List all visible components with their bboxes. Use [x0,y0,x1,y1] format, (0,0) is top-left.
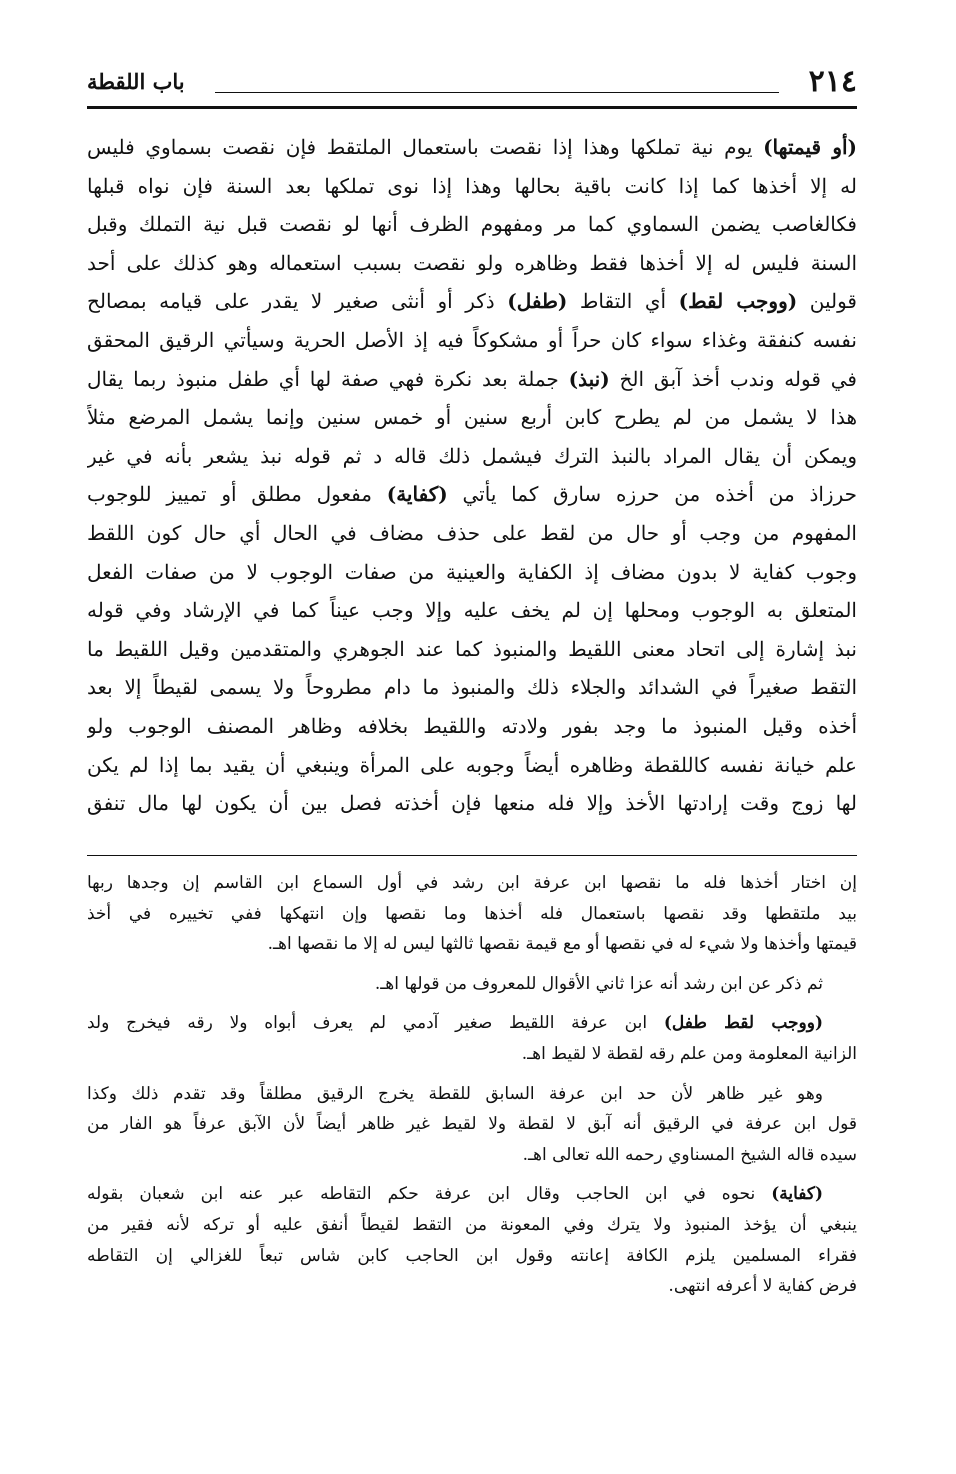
main-text-line: أخذه وقيل المنبوذ ما وجد بفور ولادته واللقيط بخلافه وظاهر المصنف الوجوب ولو [87,713,857,738]
main-text-line: فكالغاصب يضمن السماوي كما مر ومفهوم الظرف أنها لو نقصت قبل نية التملك وقبل [87,212,857,237]
note-line: بيد ملتقطها وقد نقصها باستعمال فله أخذها وما نقصها وإن انتهكها ففي تخييره في أخذ [87,903,857,924]
main-text-line: هذا لا يشمل من لم يطرح كابن أربع سنين أو خمس سنين وإنما يشمل المرضع مثلاً [87,405,857,430]
note-line: سيده قاله الشيخ المسناوي رحمه الله تعالى اهـ. [522,1144,857,1165]
note-line: فقراء المسلمين يلزم الكافة إعانته وقول ابن الحاجب كابن شاس تبعاً للغزالي إن التقاطه [87,1245,857,1266]
note-line: فرض كفاية لا أعرفه انتهى. [668,1276,857,1297]
main-text-line: ويمكن أن يقال المراد بالنبذ الترك فيشمل ذلك قاله د ثم قوله نبذ يشعر بأنه في غير [87,443,857,468]
main-text-line: السنة فليس له إلا أخذها فقط وظاهره ولو نقصت بسبب استعماله وهو كذلك على أحد [87,250,857,275]
main-text-line: له إلا أخذها كما إذا كانت باقية بحالها وهذا إذا نوى تملكها بعد السنة فإن نواه قبلها [87,173,857,198]
note-text: نحوه في ابن الحاجب وقال ابن عرفة حكم التقاطه عبر عنه ابن شعبان بقوله [87,1184,772,1205]
main-text-line: المتعلق به الوجوب ومحلها إن لم يخف عليه وإلا وجب عيناً كما في الإرشاد وفي قوله [87,598,857,623]
note-line: ينبغي أن يؤخذ المنبوذ ولا يترك وفي المعونة من التقط لقيطاً أنفق عليه أو تركه لأنه فقير من [87,1214,857,1235]
main-text-line: وجوب كفاية لا بدون مضاف إذ الكفاية والعينية من صفات الوجوب لا من صفات الفعل [87,559,857,584]
note-paragraph-5 [87,1179,857,1301]
note-text: ابن عرفة اللقيط صغير آدمي لم يعرف أبواه ولا رقه فيخرج ولد [87,1013,664,1034]
commentary-notes [87,868,857,1302]
main-text-line: حرزاذ من أخذه من حرزه سارق كما يأتي (كفاية) مفعول مطلق أو تمييز للوجوب [87,482,857,507]
page-number: ٢١٤ [808,64,857,99]
note-line: إن اختار أخذها فله ما نقصها ابن عرفة ابن رشد في أول السماع ابن القاسم إن وجدها ربها [87,873,857,893]
page-header [87,62,857,102]
note-paragraph-1 [87,868,857,960]
note-line: قيمتها وأخذها ولا شيء له في نقصها أو مع قيمة نقصها ثالثها ليس له إلا ما نقصها اهـ. [267,934,857,955]
matn-lemma: (طفل) [507,289,568,314]
matn-lemma: (نبذ) [568,366,610,391]
main-text-line: (أو قيمتها) يوم نية تملكها وهذا إذا نقصت باستعمال الملتقط فإن نقصت بسماوي فليس [87,135,857,159]
main-text-line: لها زوج وقت إرادتها الأخذ وإلا فله منعها فإن أخذته فصل بين أن يكون لها مال تنفق [87,791,857,816]
note-line: ثم ذكر عن ابن رشد أنه عزا ثاني الأقوال للمعروف من قولها اهـ. [374,973,823,994]
matn-lemma: (كفاية) [386,482,448,507]
note-paragraph-3 [87,1008,857,1069]
header-rule [87,106,857,109]
note-line [87,1008,857,1039]
main-text [87,128,857,823]
header-leader-line [215,92,779,93]
matn-lemma: (ووجب لقط) [678,289,798,314]
main-text-line: نبذ إشارة إلى اتحاد معنى اللقيط والمنبوذ كما عند الجوهري والمتقدمين وقيل اللقيط ما [87,636,857,661]
note-line [87,1179,857,1210]
chapter-title: باب اللقطة [87,69,185,94]
main-text-line: التقط صغيراً في الشدائد والجلاء ذلك والمنبوذ ما دام مطروحاً ولا يسمى لقيطاً إلا بعد [87,675,857,700]
footnote-separator [87,855,857,856]
main-text-line: نفسه كنفقة وغذاء سواء كان حراً أو مشكوكاً فيه إذ الأصل الحرية وسيأتي الرقيق المحقق [87,327,857,352]
note-lemma: (ووجب لقط طفل) [663,1013,824,1034]
main-text-line: علم خيانة نفسه كاللقطة وظاهره أيضاً وجوبه على المرأة وينبغي أن يقيد بما إذا لم يكن [87,752,857,777]
note-line: وهو غير ظاهر لأن حد ابن عرفة السابق للقطة يخرج الرقيق مطلقاً وقد تقدم ذلك وكذا [87,1083,823,1104]
note-lemma: (كفاية) [771,1184,823,1205]
main-text-line: المفهوم من وجب أو حال من لقط على حذف مضاف في الحال أي حال كون اللقط [87,520,857,545]
main-text-line: قولين (ووجب لقط) أي التقاط (طفل) ذكر أو أنثى صغير لا يقدر على قيامه بمصالح [87,289,857,314]
note-paragraph-4 [87,1079,857,1171]
main-text-line: في قوله وندب أخذ آبق الخ (نبذ) جملة بعد نكرة فهي صفة لها أي طفل منبوذ ربما يقال [87,366,857,391]
matn-lemma: (أو قيمتها) [763,135,857,159]
note-paragraph-2 [87,969,857,1000]
note-line: قول ابن عرفة في الرقيق أنه آبق لا لقطة ولا لقيط غير ظاهر أيضاً لأن الآبق عرفاً هو الفار من [87,1114,857,1135]
note-line: الزانية المعلومة ومن علم رقه لقطة لا لقيط اهـ. [521,1043,857,1064]
